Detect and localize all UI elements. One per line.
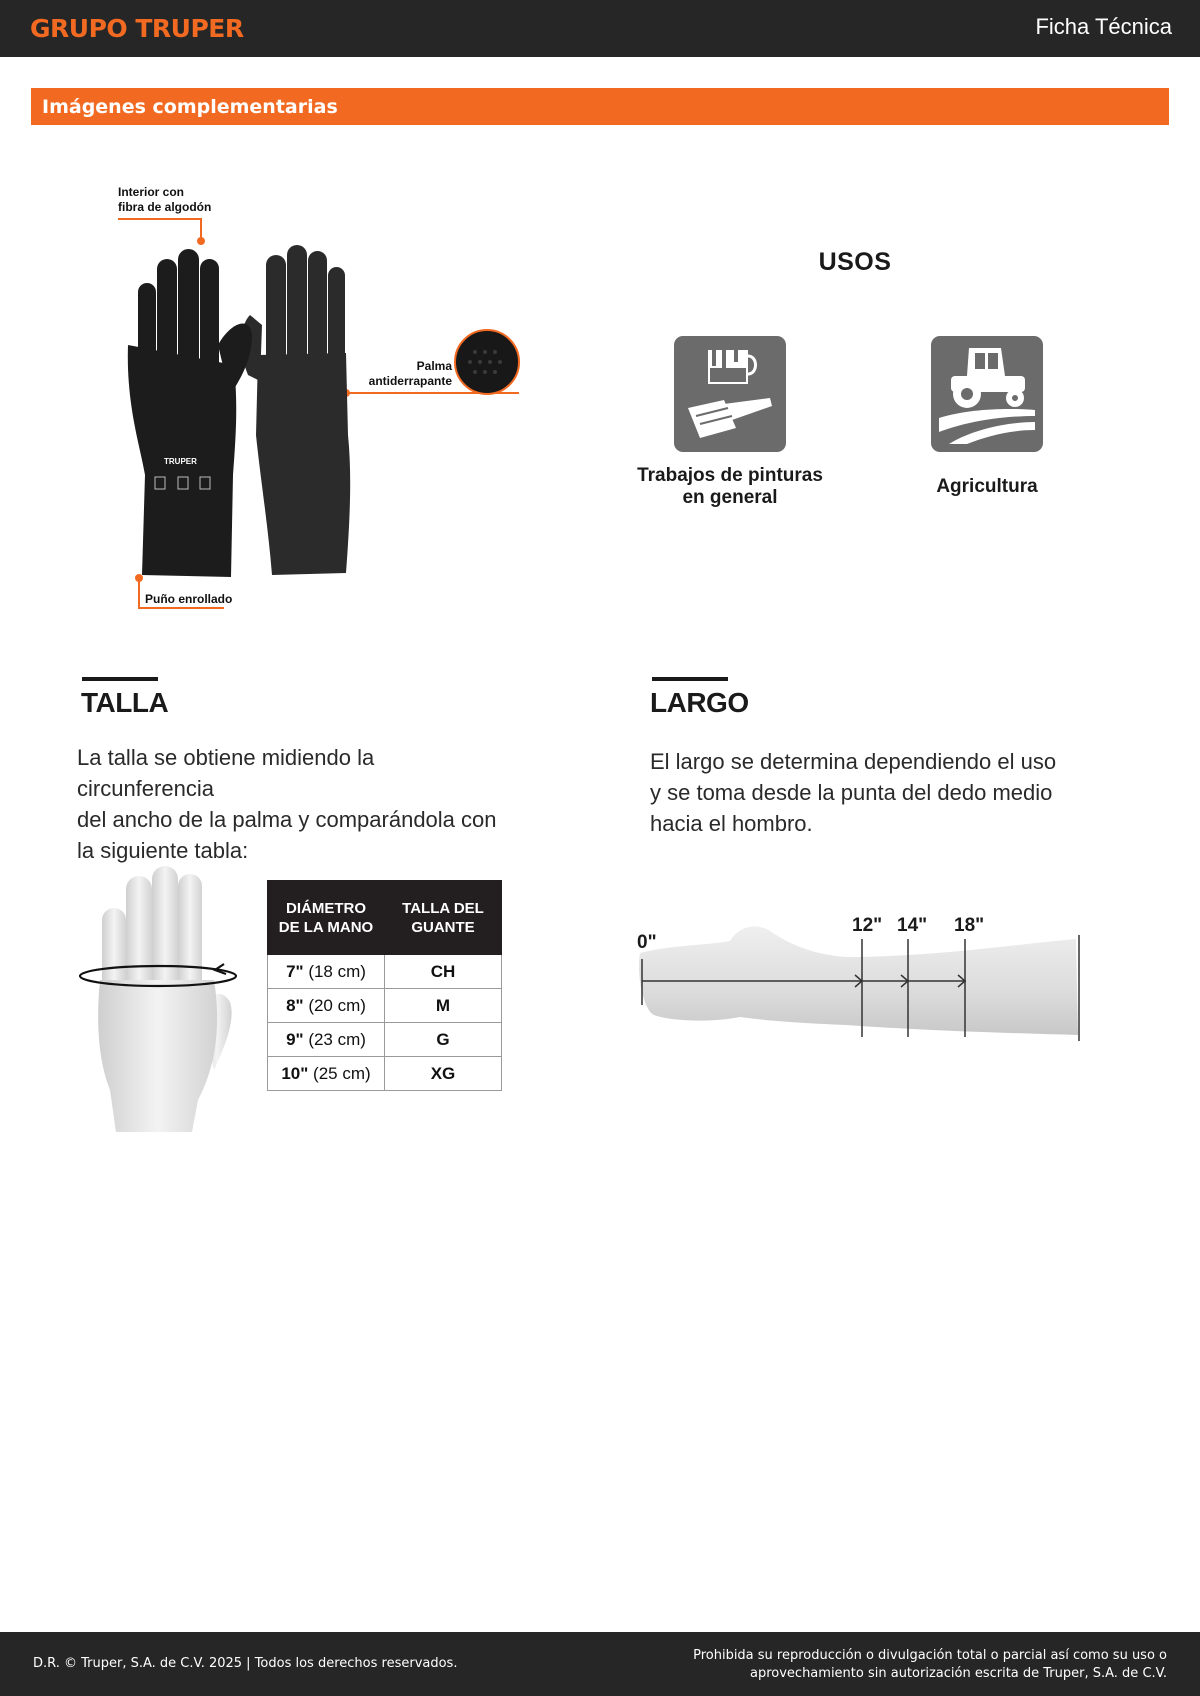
table-row [268, 989, 502, 1023]
document-type-label: Ficha Técnica [1035, 14, 1172, 39]
table-cell-diameter [268, 1057, 385, 1091]
use-label-painting-line2: en general [682, 487, 778, 508]
tick-label-0: 0" [637, 932, 657, 953]
diameter-cm: (23 cm) [308, 1029, 366, 1049]
tick-label-14: 14" [897, 915, 928, 936]
callout-interior-line1: Interior con [118, 185, 185, 199]
use-tile-painting [674, 336, 786, 452]
tick-label-12: 12" [852, 915, 883, 936]
glove-size: CH [430, 961, 456, 981]
callout-line-interior [118, 219, 201, 239]
diameter-cm: (25 cm) [313, 1063, 371, 1083]
length-description-line2: y se toma desde la punta del dedo medio [650, 780, 1053, 805]
table-row [268, 955, 502, 989]
size-table [267, 880, 502, 1091]
diameter-inches: 9" [286, 1029, 304, 1049]
use-tile-agriculture [931, 336, 1043, 452]
size-table-header-size [385, 881, 502, 955]
use-label-painting-line1: Trabajos de pinturas [637, 465, 823, 486]
section-title: Imágenes complementarias [42, 96, 338, 118]
length-description-line1: El largo se determina dependiendo el uso [650, 749, 1057, 774]
callout-palm-line1: Palma [416, 359, 452, 373]
footer-copyright: D.R. © Truper, S.A. de C.V. 2025 | Todos los derechos reservados. [33, 1656, 458, 1671]
callout-palm [330, 359, 452, 389]
size-table-header-row [268, 881, 502, 955]
footer-disclaimer [607, 1647, 1167, 1683]
table-cell-size [385, 1057, 502, 1091]
table-row [268, 1023, 502, 1057]
diameter-inches: 7" [286, 961, 304, 981]
table-cell-diameter [268, 955, 385, 989]
use-label-painting [624, 465, 836, 509]
callout-interior [118, 185, 211, 215]
length-description [650, 746, 1120, 839]
glove-brand-mark: TRUPER [164, 457, 197, 466]
size-table-header-diameter-line1: DIÁMETRO [286, 899, 366, 917]
table-cell-size [385, 955, 502, 989]
table-cell-size [385, 1023, 502, 1057]
callout-dot-cuff [135, 574, 143, 582]
section-title-bar [31, 88, 1169, 125]
glove-front-icon [128, 249, 252, 577]
length-title: LARGO [650, 687, 749, 718]
diameter-cm: (20 cm) [308, 995, 366, 1015]
palm-texture-zoom-icon [455, 330, 519, 394]
uses-title: USOS [818, 248, 892, 276]
tractor-field-icon [931, 336, 1043, 452]
length-description-line3: hacia el hombro. [650, 811, 813, 836]
paint-bucket-brush-icon [674, 336, 786, 452]
callout-palm-line2: antiderrapante [368, 374, 452, 388]
gloves-product-image [100, 175, 530, 615]
size-description-line3: la siguiente tabla: [77, 838, 249, 863]
table-cell-diameter [268, 989, 385, 1023]
length-title-rule [652, 677, 728, 681]
callout-cuff: Puño enrollado [145, 592, 233, 606]
size-table-header-size-line2: GUANTE [411, 918, 475, 936]
footer-disclaimer-line2: aprovechamiento sin autorización escrita de Truper, S.A. de C.V. [750, 1666, 1167, 1681]
diameter-cm: (18 cm) [308, 961, 366, 981]
page-header [0, 0, 1200, 57]
brand-logo: GRUPO TRUPER [30, 14, 244, 43]
size-table-header-diameter-line2: DE LA MANO [278, 918, 374, 936]
size-description-line1: La talla se obtiene midiendo la circunferencia [77, 745, 375, 801]
callout-interior-line2: fibra de algodón [118, 200, 212, 214]
hand-measure-illustration [74, 860, 244, 1136]
callout-dot-interior [197, 237, 205, 245]
glove-size: G [436, 1029, 450, 1049]
tick-label-18: 18" [954, 915, 985, 936]
diameter-inches: 10" [281, 1063, 309, 1083]
size-table-header-diameter [268, 881, 385, 955]
diameter-inches: 8" [286, 995, 304, 1015]
glove-back-icon [241, 245, 350, 575]
table-cell-diameter [268, 1023, 385, 1057]
size-description [77, 742, 517, 866]
table-cell-size [385, 989, 502, 1023]
glove-size: XG [430, 1063, 456, 1083]
page-footer [0, 1632, 1200, 1696]
size-description-line2: del ancho de la palma y comparándola con [77, 807, 497, 832]
size-title-rule [82, 677, 158, 681]
glove-size: M [435, 995, 451, 1015]
use-label-agriculture: Agricultura [936, 476, 1038, 497]
footer-disclaimer-line1: Prohibida su reproducción o divulgación total o parcial así como su uso o [693, 1648, 1167, 1663]
table-row [268, 1057, 502, 1091]
size-title: TALLA [81, 687, 169, 718]
size-table-header-size-line1: TALLA DEL [402, 899, 484, 917]
